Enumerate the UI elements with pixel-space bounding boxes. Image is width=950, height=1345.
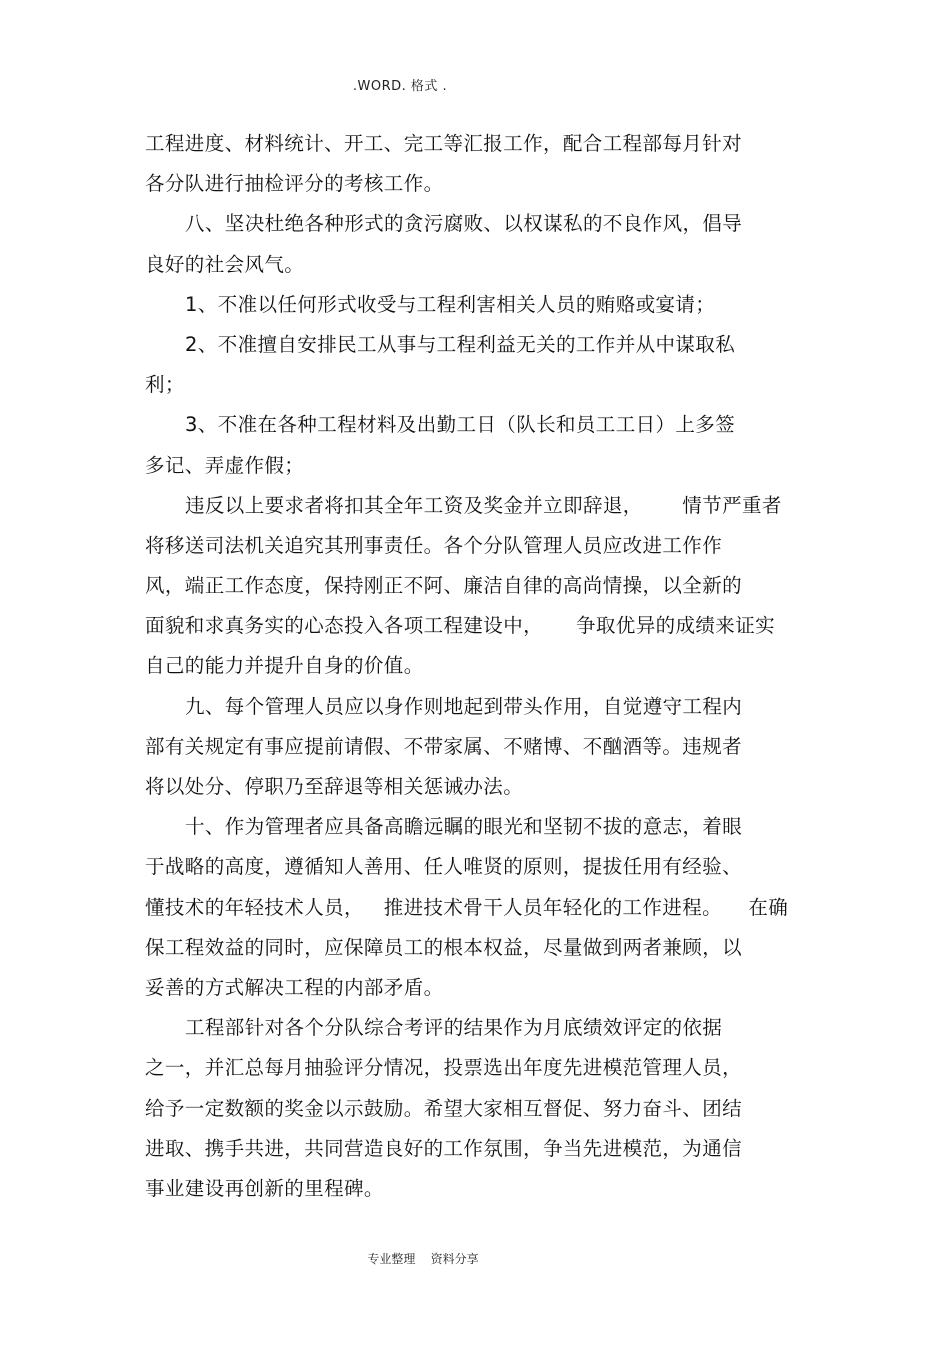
text-line: 风，端正工作态度，保持刚正不阿、廉洁自律的高尚情操，以全新的 <box>145 574 743 598</box>
text-line: 事业建设再创新的里程碑。 <box>145 1176 384 1200</box>
text-line: 给予一定数额的奖金以示鼓励。希望大家相互督促、努力奋斗、团结 <box>145 1096 743 1120</box>
text-line: 于战略的高度，遵循知人善用、任人唯贤的原则，提拔任用有经验、 <box>145 855 743 879</box>
page-footer: 专业整理 资料分享 <box>367 1252 479 1266</box>
text-line: 之一，并汇总每月抽验评分情况，投票选出年度先进模范管理人员， <box>145 1056 743 1080</box>
text-line: 利； <box>145 373 185 397</box>
text-line: 妥善的方式解决工程的内部矛盾。 <box>145 975 444 999</box>
text-line: 1、不准以任何形式收受与工程利害相关人员的贿赂或宴请； <box>185 292 716 316</box>
text-line: 良好的社会风气。 <box>145 252 305 276</box>
text-line: 2、不准擅自安排民工从事与工程利益无关的工作并从中谋取私 <box>185 332 736 356</box>
text-line: 各分队进行抽检评分的考核工作。 <box>145 172 444 196</box>
text-line: 部有关规定有事应提前请假、不带家属、不赌博、不酗酒等。违规者 <box>145 734 743 758</box>
document-body <box>145 124 815 1209</box>
text-line: 工程部针对各个分队综合考评的结果作为月底绩效评定的依据 <box>185 1016 723 1040</box>
text-line: 九、每个管理人员应以身作则地起到带头作用，自觉遵守工程内 <box>185 694 743 718</box>
text-line: 十、作为管理者应具备高瞻远瞩的眼光和坚韧不拔的意志，着眼 <box>185 815 743 839</box>
text-line: 面貌和求真务实的心态投入各项工程建设中， 争取优异的成绩来证实 <box>145 614 775 638</box>
text-line: 懂技术的年轻技术人员， 推进技术骨干人员年轻化的工作进程。 在确 <box>145 895 789 919</box>
text-line: 将以处分、停职乃至辞退等相关惩诫办法。 <box>145 775 524 798</box>
text-line: 八、坚决杜绝各种形式的贪污腐败、以权谋私的不良作风，倡导 <box>185 212 743 236</box>
text-line: 违反以上要求者将扣其全年工资及奖金并立即辞退， 情节严重者 <box>185 493 782 517</box>
text-line: 3、不准在各种工程材料及出勤工日（队长和员工工日）上多签 <box>185 413 736 437</box>
text-line: 多记、弄虚作假； <box>145 453 305 477</box>
text-line: 进取、携手共进，共同营造良好的工作氛围，争当先进模范，为通信 <box>145 1136 743 1160</box>
text-line: 保工程效益的同时，应保障员工的根本权益，尽量做到两者兼顾，以 <box>145 935 743 959</box>
text-line: 工程进度、材料统计、开工、完工等汇报工作，配合工程部每月针对 <box>145 132 743 155</box>
text-line: 自己的能力并提升自身的价值。 <box>145 654 424 678</box>
text-line: 将移送司法机关追究其刑事责任。各个分队管理人员应改进工作作 <box>145 533 723 557</box>
page-header: .WORD. 格式 . <box>352 79 448 94</box>
